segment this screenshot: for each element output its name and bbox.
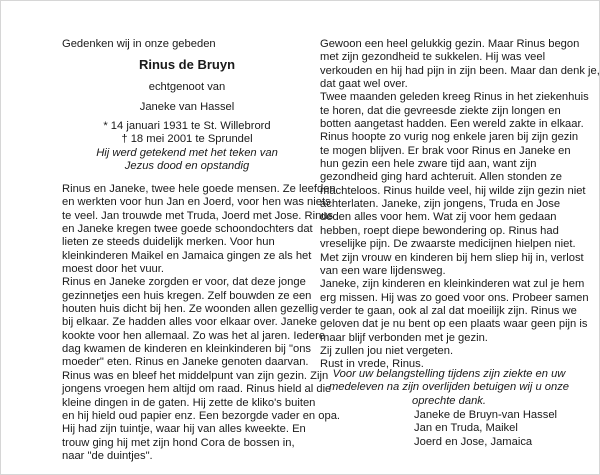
text-line: botten aangetast hadden. Een wereld zakte in elkaar.: [320, 118, 584, 131]
text-line: verkouden en hij had pijn in zijn been. Maar dan denk je,: [320, 64, 600, 77]
text-line: gezondheid ging hard achteruit. Allen stonden ze: [320, 171, 562, 184]
text-line: te mogen blijven. Er brak voor Rinus en Janeke en: [320, 144, 571, 157]
text-line: bij elkaar. Ze hadden alles voor elkaar over. Janeke: [62, 316, 317, 329]
text-line: Rinus hoopte zo vurig nog enkele jaren bij zijn gezin: [320, 131, 579, 144]
thanks-line: medeleven na zijn overlijden betuigen wij u onze: [328, 381, 570, 394]
text-line: Rinus en Janeke zorgden er voor, dat deze jonge: [62, 276, 306, 289]
text-line: houten huis dicht bij hen. Ze woonden allen gezellig: [62, 303, 319, 316]
text-line: hun gezin een hele zware tijd aan, want zijn: [320, 158, 537, 171]
text-line: Rinus en Janeke, twee hele goede mensen. Ze leefden: [62, 183, 336, 195]
text-line: hebben, roept diepe bewondering op. Rinus had: [320, 224, 559, 237]
deceased-name: Rinus de Bruyn: [138, 57, 236, 72]
text-line: geloven dat je nu bent op een plaats waar geen pijn is: [320, 318, 588, 331]
text-line: en Janeke kregen twee goede schoondochters dat: [62, 223, 313, 236]
thanks-line: oprechte dank.: [411, 394, 486, 407]
text-line: moest door het vuur.: [62, 263, 164, 276]
text-line: erg missen. Hij was zo goed voor ons. Probeer samen: [320, 291, 589, 304]
text-line: Twee maanden geleden kreeg Rinus in het ziekenhuis: [320, 91, 589, 104]
signer-line: Joerd en Jose, Jamaica: [414, 435, 533, 448]
verse: [62, 147, 312, 174]
thanks-note: [320, 368, 578, 408]
signer-line: Janeke de Bruyn-van Hassel: [414, 409, 558, 421]
text-line: te horen, dat die gevreesde ziekte zijn longen en: [320, 104, 561, 117]
text-line: vreselijke pijn. De zwaarste medicijnen hielpen niet.: [320, 238, 576, 251]
text-line: kleinkinderen Maikel en Jamaica gingen ze als het: [62, 249, 312, 262]
intro-line: Gedenken wij in onze gebeden: [62, 38, 216, 50]
death-line: † 18 mei 2001 te Sprundel: [121, 133, 253, 145]
text-line: met zijn gezondheid te sukkelen. Hij was veel: [320, 51, 546, 64]
text-line: deden alles voor hem. Wat zij voor hem gedaan: [320, 211, 557, 224]
text-line: Met zijn vrouw en kinderen bij hem sliep hij in, verlost: [320, 251, 584, 264]
text-line: moeder" eten. Rinus en Janeke genoten daarvan.: [62, 356, 309, 369]
spouse-name: Janeke van Hassel: [139, 101, 235, 113]
text-line: machteloos. Rinus huilde veel, hij wilde zijn gezin niet: [320, 184, 586, 197]
text-line: trouw ging hij met zijn hond Cora de bossen in,: [62, 436, 295, 449]
text-line: van een ware lijdensweg.: [320, 264, 446, 277]
signer-line: Jan en Truda, Maikel: [414, 422, 518, 435]
text-line: verder te gaan, ook al zal dat moeilijk zijn. Rinus we: [320, 304, 577, 317]
spouse-label: echtgenoot van: [148, 81, 226, 93]
text-line: lieten ze steeds duidelijk merken. Voor hun: [62, 236, 275, 249]
left-body-text: [62, 183, 341, 463]
birth-line: * 14 januari 1931 te St. Willebrord: [103, 120, 271, 132]
text-line: en hij hield oud papier enz. Een bezorgde vader en opa.: [62, 409, 341, 422]
text-line: dag kwamen de kinderen en kleinkinderen bij "ons: [62, 343, 312, 356]
family-signers: [414, 409, 584, 449]
text-line: Zij zullen jou niet vergeten.: [320, 344, 454, 357]
text-line: gezinnetjes een huis kregen. Zelf bouwden ze een: [62, 289, 312, 302]
text-line: jongens vroegen hem altijd om raad. Rinus hield al die: [62, 383, 332, 396]
text-line: en werkten voor hun Jan en Joerd, voor hen was niets: [62, 196, 331, 209]
text-line: Rinus was en bleef het middelpunt van zijn gezin. Zijn: [62, 369, 329, 382]
verse-line: Jezus dood en opstandig: [124, 160, 250, 173]
text-line: maar blijf verbonden met je gezin.: [320, 331, 488, 344]
text-line: Janeke, zijn kinderen en kleinkinderen wat zul je hem: [320, 278, 585, 291]
text-line: achterlaten. Janeke, zijn jongens, Truda en Jose: [320, 198, 561, 211]
text-line: Gewoon een heel gelukkig gezin. Maar Rinus begon: [320, 38, 580, 50]
text-line: naar "de duintjes".: [62, 449, 153, 462]
text-line: Hij had zijn tuintje, waar hij van alles kweekte. En: [62, 423, 306, 436]
text-line: dat gaat wel over.: [320, 78, 408, 91]
verse-line: Hij werd getekend met het teken van: [96, 147, 278, 159]
text-line: kleine dingen in de gaten. Hij zette de kliko's buiten: [62, 396, 316, 409]
text-line: kookte voor hen allemaal. Zo was het al jaren. Iedere: [62, 329, 326, 342]
text-line: te veel. Jan trouwde met Truda, Joerd met Jose. Rinus: [62, 209, 334, 222]
text-line: Rust in vrede, Rinus.: [320, 358, 424, 371]
right-body-text: [320, 38, 600, 372]
thanks-line: Voor uw belangstelling tijdens zijn ziekte en uw: [332, 368, 566, 380]
